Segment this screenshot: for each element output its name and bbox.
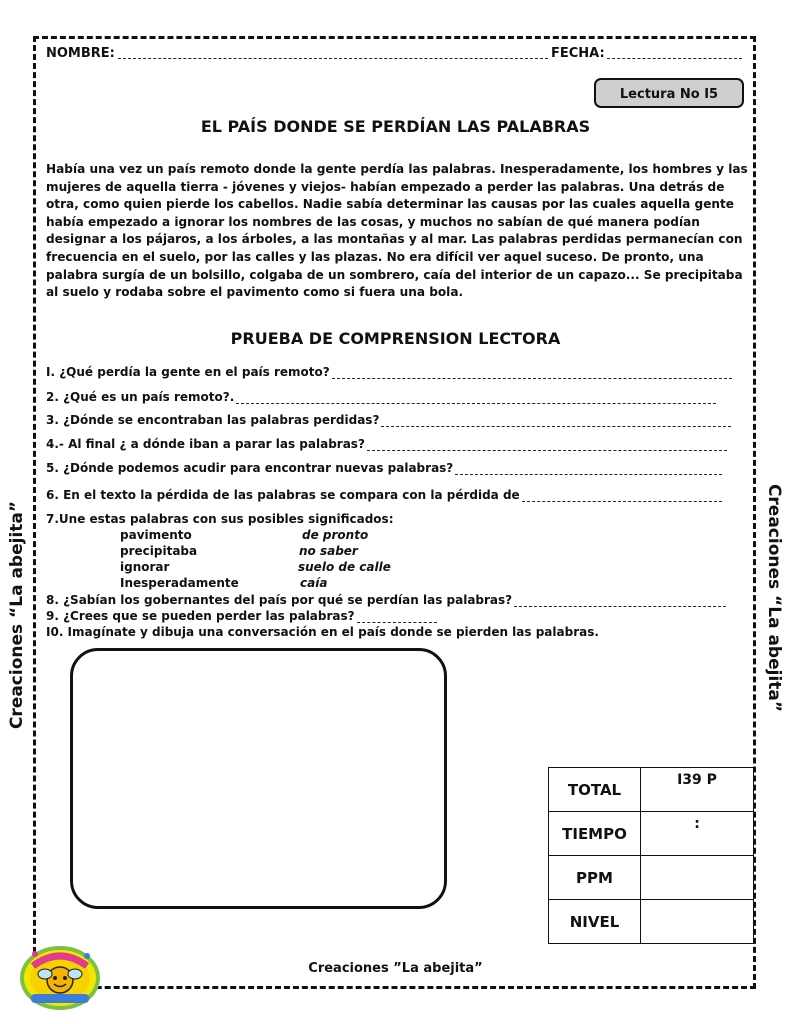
bee-logo-icon xyxy=(17,938,103,1010)
name-field[interactable] xyxy=(118,58,548,59)
answer-4-line[interactable] xyxy=(367,440,727,451)
question-8 xyxy=(46,593,726,607)
side-text-right: Creaciones “La abejita” xyxy=(764,483,784,713)
match-meaning-1: de pronto xyxy=(302,528,369,542)
score-label: TOTAL xyxy=(549,768,641,812)
question-7-text: 7.Une estas palabras con sus posibles significados: xyxy=(46,512,394,526)
match-word-1: pavimento xyxy=(120,528,192,542)
score-value[interactable] xyxy=(641,856,754,900)
score-value[interactable] xyxy=(641,900,754,944)
question-3 xyxy=(46,413,731,427)
question-6 xyxy=(46,488,722,502)
match-meaning-2: no saber xyxy=(299,544,358,558)
question-5 xyxy=(46,461,722,475)
answer-2-line[interactable] xyxy=(236,393,716,404)
score-value[interactable]: I39 P xyxy=(641,768,754,812)
question-4-text: 4.- Al final ¿ a dónde iban a parar las palabras? xyxy=(46,437,365,451)
question-10-text: I0. Imagínate y dibuja una conversación en el país donde se pierden las palabras. xyxy=(46,625,599,639)
answer-3-line[interactable] xyxy=(381,416,731,427)
question-7 xyxy=(46,512,394,526)
footer-credit: Creaciones ”La abejita” xyxy=(308,961,483,976)
question-9 xyxy=(46,609,437,623)
score-row-level xyxy=(549,900,754,944)
score-table xyxy=(548,767,754,944)
name-label: NOMBRE: xyxy=(46,46,115,61)
test-title: PRUEBA DE COMPRENSION LECTORA xyxy=(230,329,561,348)
question-6-text: 6. En el texto la pérdida de las palabras se compara con la pérdida de xyxy=(46,488,520,502)
drawing-area[interactable] xyxy=(70,648,447,909)
match-meaning-3: suelo de calle xyxy=(298,560,391,574)
question-4 xyxy=(46,437,727,451)
question-1-text: I. ¿Qué perdía la gente en el país remoto? xyxy=(46,365,330,379)
reading-title: EL PAÍS DONDE SE PERDÍAN LAS PALABRAS xyxy=(200,117,591,136)
answer-1-line[interactable] xyxy=(332,368,732,379)
question-2 xyxy=(46,390,716,404)
answer-6-line[interactable] xyxy=(522,491,722,502)
answer-5-line[interactable] xyxy=(455,464,722,475)
reading-text: Había una vez un país remoto donde la gente perdía las palabras. Inesperadamente, los hombres y las mujeres de aquella tierra - jóvenes y viejos- habían empezado a perder las palabras. Una detrás de otra, como quien pierde los cabellos. Nadie sabía determinar las causas por las cuales aquella gente había empezado a ignorar los nombres de las cosas, y muchos no sabían de qué manera podían designar a los pájaros, a los árboles, a las montañas y al mar. Las palabras perdidas permanecían con frecuencia en el suelo, por las calles y las plazas. No era difícil ver aquel suceso. De pronto, una palabra surgía de un bolsillo, colgaba de un sombrero, caía del interior de un capazo... Se precipitaba al suelo y rodaba sobre el pavimento como si fuera una bola. xyxy=(46,162,748,300)
answer-8-line[interactable] xyxy=(514,596,726,607)
score-value[interactable]: : xyxy=(641,812,754,856)
answer-9-line[interactable] xyxy=(357,612,437,623)
question-1 xyxy=(46,365,732,379)
question-5-text: 5. ¿Dónde podemos acudir para encontrar nuevas palabras? xyxy=(46,461,454,475)
question-10 xyxy=(46,625,599,639)
question-8-text: 8. ¿Sabían los gobernantes del país por qué se perdían las palabras? xyxy=(46,593,513,607)
question-3-text: 3. ¿Dónde se encontraban las palabras perdidas? xyxy=(46,413,380,427)
score-row-time xyxy=(549,812,754,856)
match-meaning-4: caía xyxy=(300,576,328,590)
date-field[interactable] xyxy=(607,58,742,59)
question-2-text: 2. ¿Qué es un país remoto?. xyxy=(46,390,235,404)
score-row-ppm xyxy=(549,856,754,900)
match-word-4: Inesperadamente xyxy=(120,576,239,590)
side-text-left: Creaciones “La abejita” xyxy=(7,500,27,730)
score-row-total xyxy=(549,768,754,812)
question-9-text: 9. ¿Crees que se pueden perder las palabras? xyxy=(46,609,355,623)
date-label: FECHA: xyxy=(551,46,605,61)
reading-number-badge: Lectura No I5 xyxy=(594,78,744,108)
score-label: TIEMPO xyxy=(549,812,641,856)
score-label: NIVEL xyxy=(549,900,641,944)
match-word-3: ignorar xyxy=(120,560,170,574)
match-word-2: precipitaba xyxy=(120,544,198,558)
score-label: PPM xyxy=(549,856,641,900)
